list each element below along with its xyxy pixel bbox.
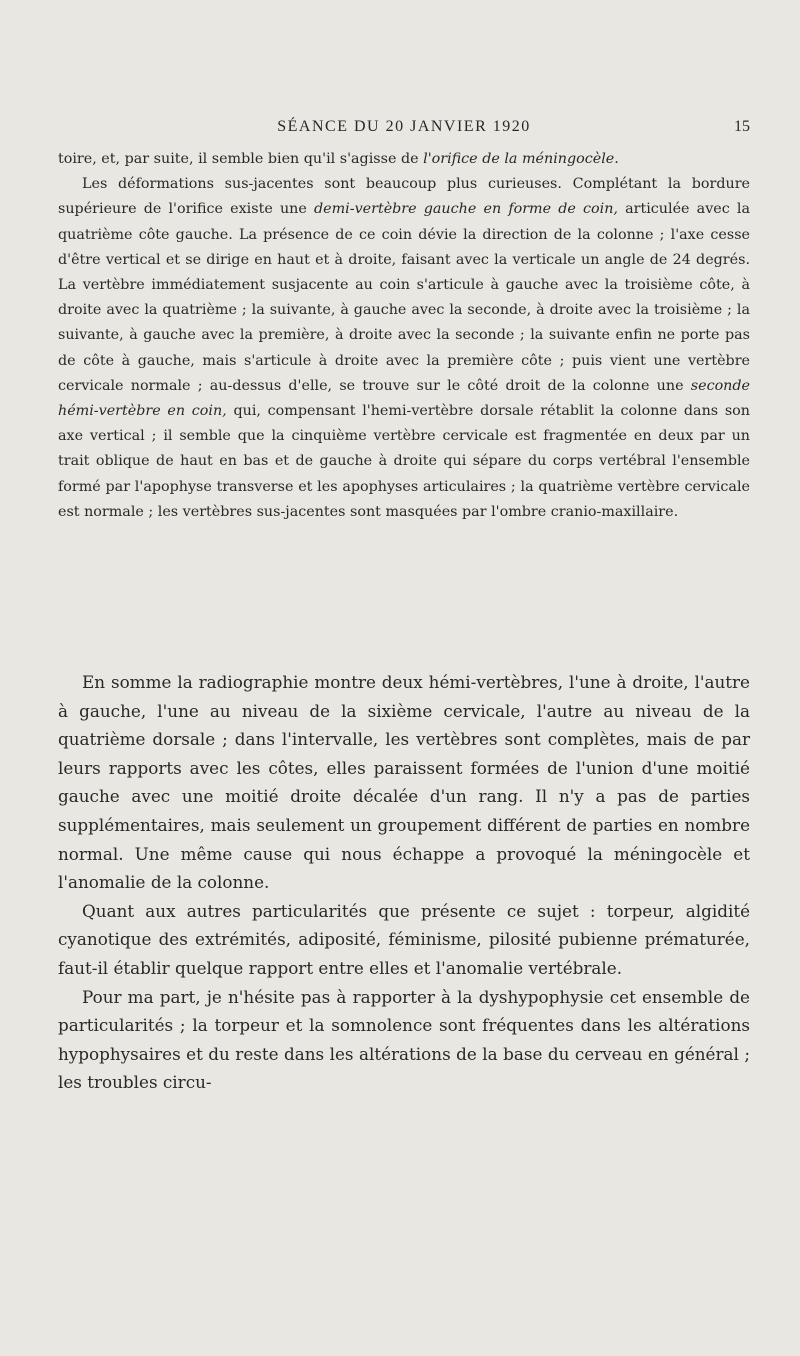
- paragraph-summary: En somme la radiographie montre deux hémi-vertèbres, l'une à droite, l'autre à gauche, l'une au niveau de la sixième cervicale, l'autre au niveau de la quatrième dorsale ; dans l'intervalle, les vertèbres sont complètes, mais de par leurs rapports avec les côtes, elles paraissent formées de l'union d'une moitié gauche avec une moitié droite décalée d'un rang. Il n'y a pas de parties supplémentaires, mais seulement un groupement différent de parties en nombre normal. Une même cause qui nous échappe a provoqué la méningocèle et l'anomalie de la colonne.: [58, 672, 750, 893]
- small-print-section: [58, 147, 750, 525]
- paragraph-text: Les déformations sus-jacentes sont beaucoup plus curieuses. Complétant la bordure supérieure de l'orifice existe une: [58, 176, 750, 218]
- italic-phrase: seconde hémi-vertèbre en coin,: [58, 377, 750, 420]
- paragraph-dyshypophysie: Pour ma part, je n'hésite pas à rapporter à la dyshypophysie cet ensemble de particularités ; la torpeur et la somnolence sont fréquentes dans les altérations hypophysaires et du reste dans les altérations de la base du cerveau en général ; les troubles circu-: [58, 986, 750, 1093]
- paragraph-text: qui, compensant l'hemi-vertèbre dorsale rétablit la colonne dans son axe vertical ; il semble que la cinquième vertèbre cervicale est fragmentée en deux par un trait oblique de haut en bas et de gauche à droite qui sépare du corps vertébral l'ensemble formé par l'apophyse transverse et les apophyses articulaires ; la quatrième vertèbre cervicale est normale ; les vertèbres sus-jacentes sont masquées par l'ombre cranio-maxillaire.: [58, 403, 750, 520]
- running-title: SÉANCE DU 20 JANVIER 1920: [277, 118, 531, 135]
- paragraph-continuation: [58, 147, 750, 172]
- main-text-section: [58, 668, 750, 1097]
- paragraph-text: articulée avec la quatrième côte gauche. La présence de ce coin dévie la direction de la colonne ; l'axe cesse d'être vertical et se dirige en haut et à droite, faisant avec la verticale un angle de 24 degrés. La vertèbre immédiatement susjacente au coin s'articule à gauche avec la troisième côte, à droite avec la quatrième ; la suivante, à gauche avec la seconde, à droite avec la troisième ; la suivante, à gauche avec la première, à droite avec la seconde ; la suivante enfin ne porte pas de côte à gauche, mais s'articule à droite avec la première côte ; puis vient une vertèbre cervicale normale ; au-dessus d'elle, se trouve sur le côté droit de la colonne une: [58, 201, 750, 394]
- italic-phrase: l'orifice de la méningocèle.: [423, 151, 619, 167]
- page-header: [58, 118, 750, 144]
- paragraph-deformations: [58, 172, 750, 525]
- paragraph-text: toire, et, par suite, il semble bien qu'il s'agisse de: [58, 151, 424, 167]
- page-number: 15: [734, 118, 750, 135]
- italic-phrase: demi-vertèbre gauche en forme de coin,: [314, 201, 618, 218]
- paragraph-particularities: Quant aux autres particularités que présente ce sujet : torpeur, algidité cyanotique des extrémités, adiposité, féminisme, pilosité pubienne prématurée, faut-il établir quelque rapport entre elles et l'anomalie vertébrale.: [58, 900, 750, 978]
